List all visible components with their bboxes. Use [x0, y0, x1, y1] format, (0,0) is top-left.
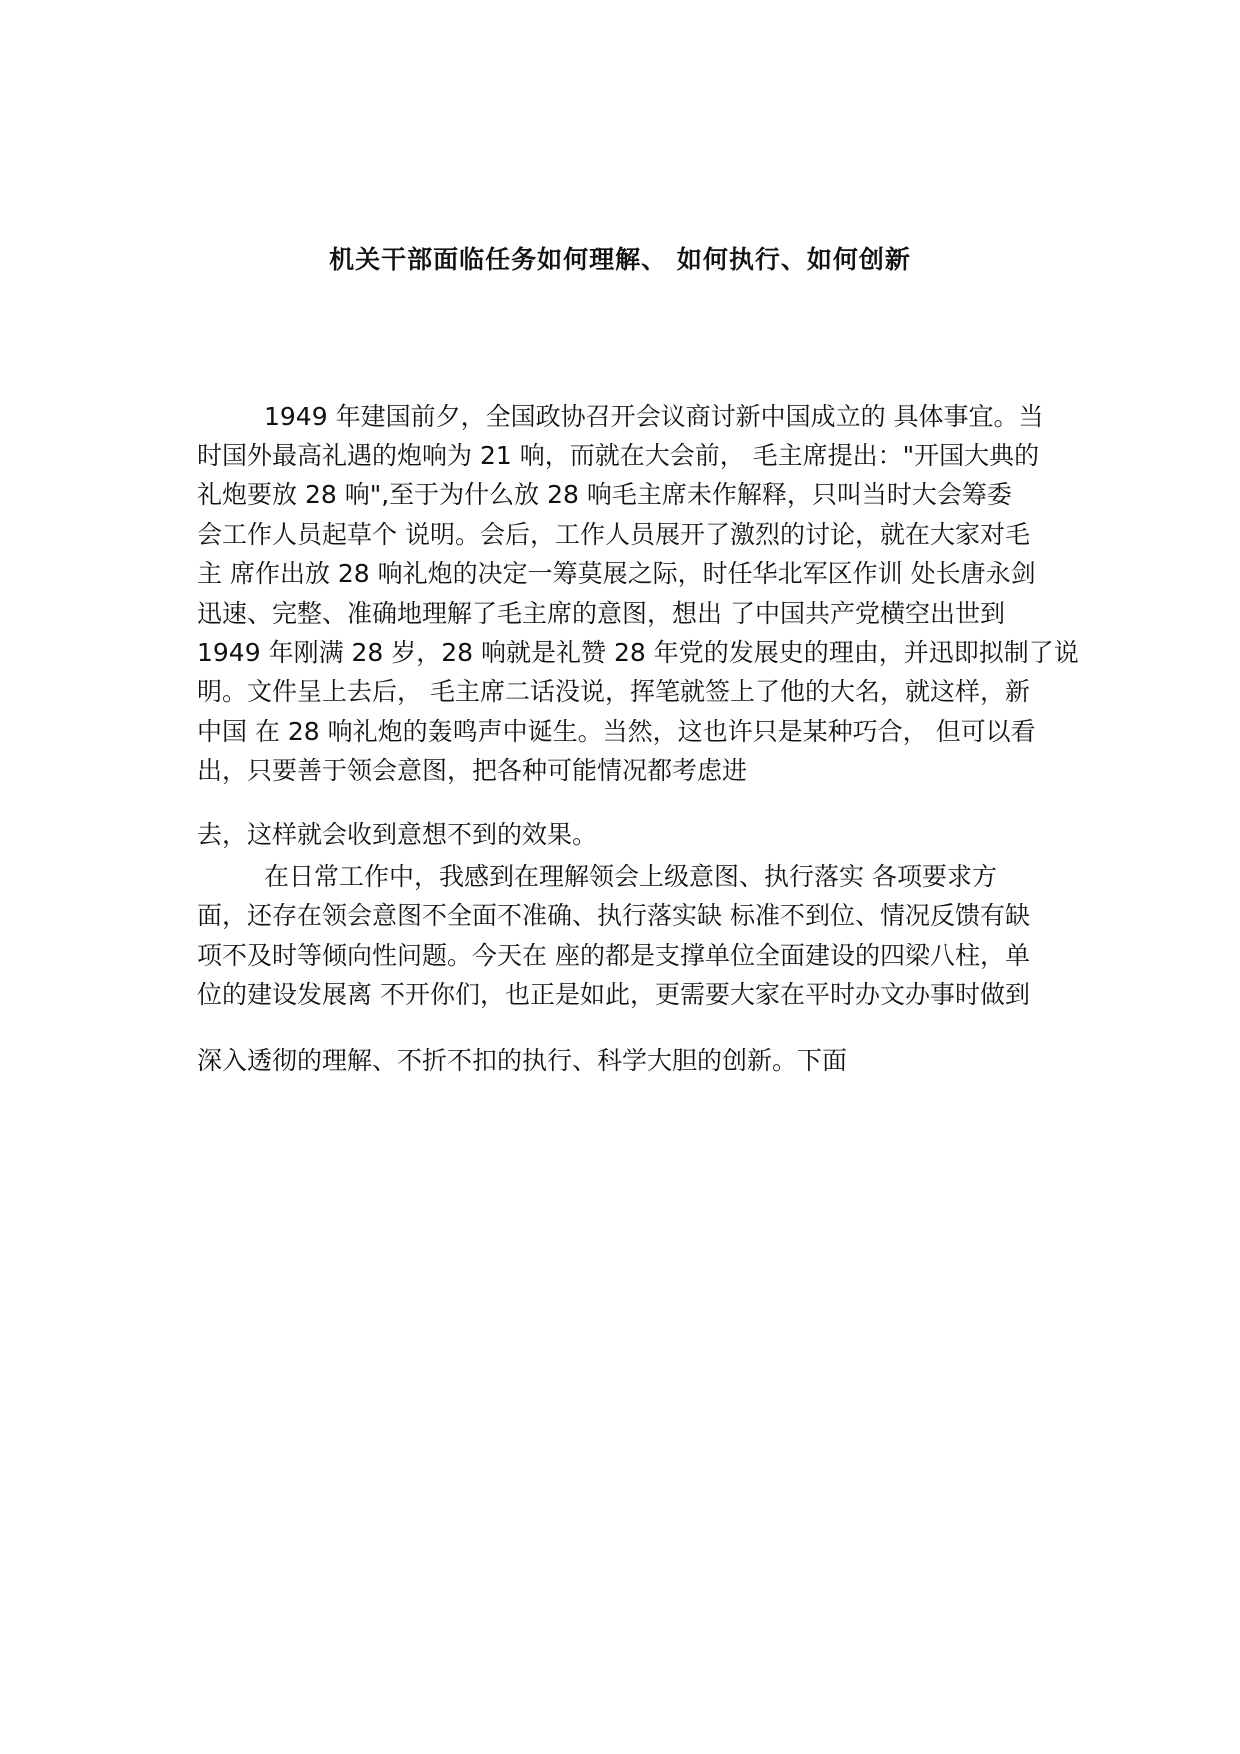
paragraph-line: 迅速、完整、准确地理解了毛主席的意图，想出 了中国共产党横空出世到: [197, 599, 1005, 628]
paragraph-line: 中国 在 28 响礼炮的轰鸣声中诞生。当然，这也许只是某种巧合， 但可以看: [197, 717, 1036, 746]
paragraph-line: 出，只要善于领会意图，把各种可能情况都考虑进: [197, 756, 748, 785]
paragraph-line: 项不及时等倾向性问题。今天在 座的都是支撑单位全面建设的四梁八柱，单: [197, 941, 1030, 970]
paragraph-line: 深入透彻的理解、不折不扣的执行、科学大胆的创新。下面: [197, 1046, 848, 1075]
paragraph-line: 主 席作出放 28 响礼炮的决定一筹莫展之际，时任华北军区作训 处长唐永剑: [197, 559, 1036, 588]
paragraph-line: 面，还存在领会意图不全面不准确、执行落实缺 标准不到位、情况反馈有缺: [197, 901, 1030, 930]
paragraph-line: 会工作人员起草个 说明。会后，工作人员展开了激烈的讨论，就在大家对毛: [197, 520, 1030, 549]
paragraph-line: 礼炮要放 28 响",至于为什么放 28 响毛主席未作解释，只叫当时大会筹委: [197, 480, 1012, 509]
paragraph-line: 去，这样就会收到意想不到的效果。: [197, 820, 598, 849]
paragraph-line: 1949 年刚满 28 岁，28 响就是礼赞 28 年党的发展史的理由，并迅即拟制了说: [197, 638, 1079, 667]
paragraph-line: 时国外最高礼遇的炮响为 21 响，而就在大会前， 毛主席提出："开国大典的: [197, 441, 1040, 470]
paragraph-line: 1949 年建国前夕，全国政协召开会议商讨新中国成立的 具体事宜。当: [264, 402, 1044, 431]
paragraph-line: 位的建设发展离 不开你们，也正是如此，更需要大家在平时办文办事时做到: [197, 980, 1030, 1009]
paragraph-line: 在日常工作中，我感到在理解领会上级意图、执行落实 各项要求方: [264, 862, 997, 891]
document-title: 机关干部面临任务如何理解、 如何执行、如何创新: [329, 245, 911, 274]
paragraph-line: 明。文件呈上去后， 毛主席二话没说，挥笔就签上了他的大名，就这样，新: [197, 677, 1030, 706]
